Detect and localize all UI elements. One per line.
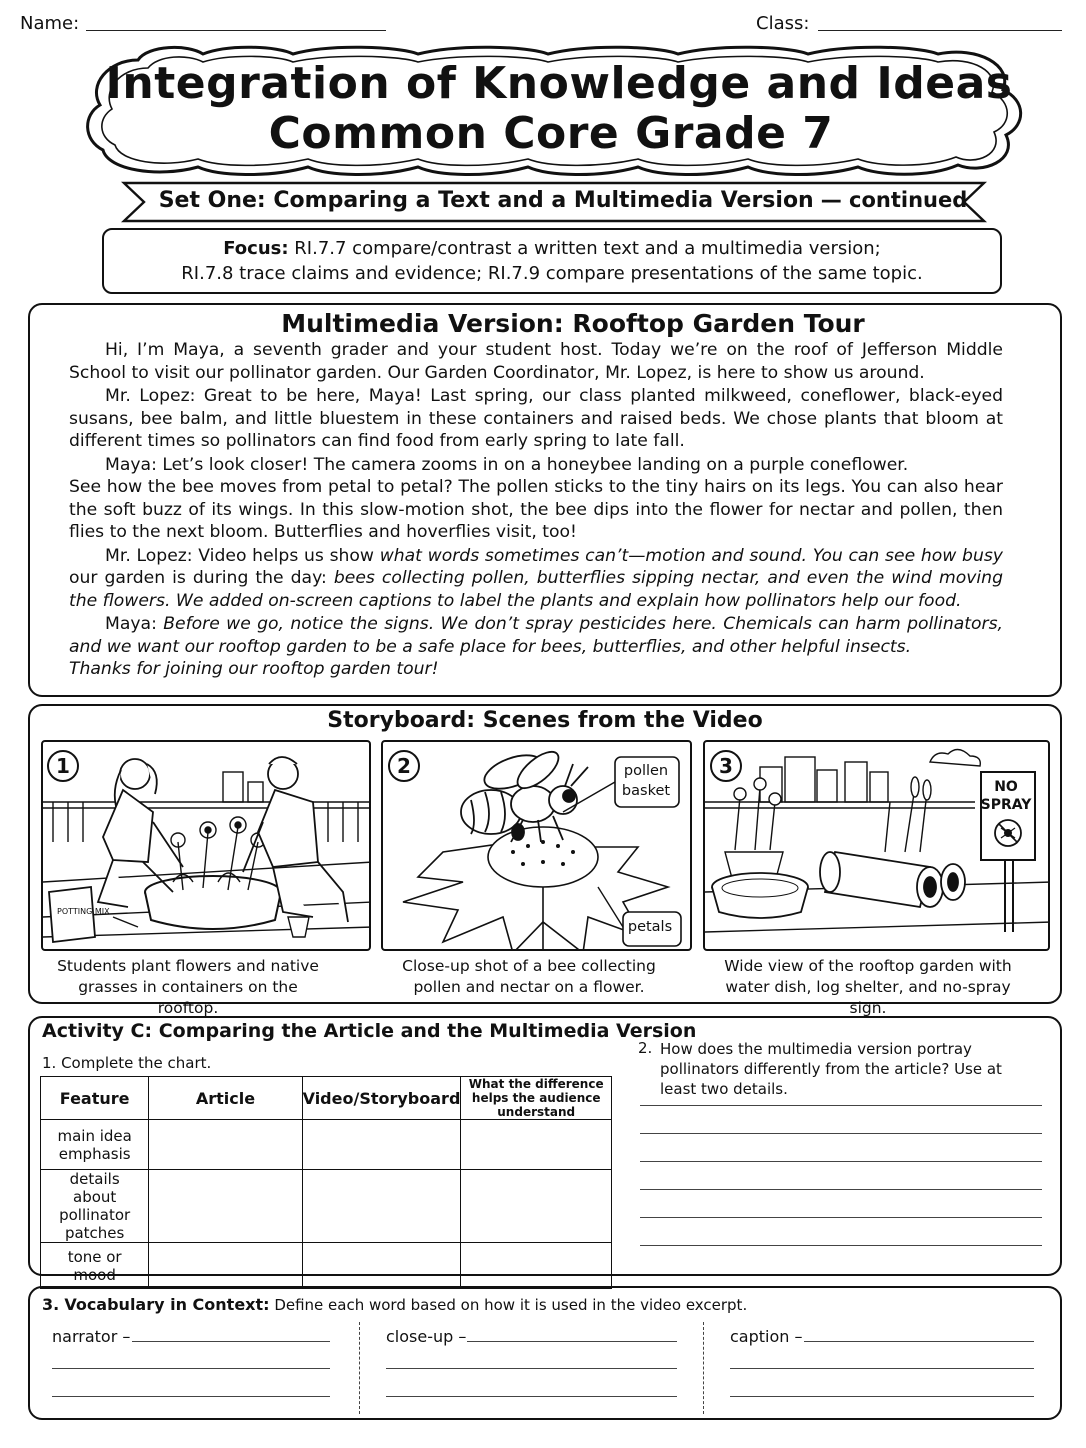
caption-definition-line[interactable]: [804, 1341, 1034, 1342]
close-up-definition-line[interactable]: [386, 1396, 677, 1397]
p5-start: Maya:: [105, 614, 164, 634]
focus-text: [102, 236, 1002, 286]
p4-mid: our garden is during the day:: [69, 568, 334, 588]
p5-italic: Before we go, notice the signs. We don’t spray pesticides here. Chemicals can harm pollinators, and we want our rooftop garden to be a safe place for bees, butterflies, and other helpful insects.: [69, 614, 1003, 657]
multimedia-heading: Multimedia Version: Rooftop Garden Tour: [281, 309, 865, 338]
title-line-2: Common Core Grade 7: [268, 108, 834, 159]
vocab-number: 3.: [42, 1295, 60, 1314]
set-banner-text: [118, 188, 1008, 213]
focus-label: Focus:: [223, 238, 289, 259]
answer-cell[interactable]: [302, 1170, 461, 1243]
scene-3-caption: Wide view of the rooftop garden with water dish, log shelter, and no-spray sign.: [724, 957, 1012, 1017]
paragraph-3a: Maya: Let’s look closer! The camera zooms in on a honeybee landing on a purple coneflower.: [105, 454, 909, 475]
paragraph-3b: See how the bee moves from petal to petal? The pollen sticks to the tiny hairs on its legs. You can also hear the soft buzz of its wings. In this slow-motion shot, the bee dips into the flower for nectar and pollen, then flies to the next bloom. Butterflies and hoverflies visit, too!: [69, 477, 1003, 542]
chart-header-row: [41, 1077, 612, 1120]
answer-cell[interactable]: [461, 1170, 612, 1243]
paragraph-2: Mr. Lopez: Great to be here, Maya! Last spring, our class planted milkweed, coneflower, black-eyed susans, bee balm, and little bluestem in these containers and raised beds. We chose plants that bloom at different times so pollinators can find food from early spring to late fall.: [69, 386, 1003, 451]
vocab-word-close-up: close-up –: [386, 1327, 467, 1346]
answer-line[interactable]: [640, 1189, 1042, 1190]
answer-cell[interactable]: [302, 1120, 461, 1170]
caption-definition-line[interactable]: [730, 1396, 1034, 1397]
focus-line-2: RI.7.8 trace claims and evidence; RI.7.9 compare presentations of the same topic.: [181, 263, 923, 284]
narrator-definition-line[interactable]: [52, 1368, 330, 1369]
vocab-divider: [359, 1322, 360, 1414]
name-field[interactable]: [86, 30, 386, 31]
scene-2-number: 2: [388, 750, 420, 782]
p5-last: Thanks for joining our rooftop garden tour!: [69, 659, 439, 679]
vocab-word-caption: caption –: [730, 1327, 803, 1346]
answer-cell[interactable]: [461, 1120, 612, 1170]
narrator-definition-line[interactable]: [132, 1341, 330, 1342]
answer-line[interactable]: [640, 1217, 1042, 1218]
no-spray-sign-text: NO SPRAY: [980, 779, 1032, 813]
paragraph-5-last: [69, 658, 1003, 681]
title-line-1: Integration of Knowledge and Ideas: [105, 58, 1013, 109]
set-banner-suffix: — continued: [820, 188, 968, 212]
storyboard-heading: Storyboard: Scenes from the Video: [327, 708, 763, 733]
class-label: Class:: [756, 13, 810, 34]
p4-italic-2: bees collecting pollen, butterflies sipping nectar, and even the wind moving the flowers. We added on-screen captions to label the plants and explain how pollinators help our food.: [69, 568, 1003, 611]
paragraph-5: [69, 613, 1003, 658]
scene-2-caption: Close-up shot of a bee collecting pollen and nectar on a flower.: [402, 957, 656, 996]
scene-1-illustration: [43, 742, 371, 951]
comparison-chart: [40, 1076, 612, 1289]
question-2: How does the multimedia version portray pollinators differently from the article? Use at least two details.: [660, 1040, 1002, 1098]
col-video: Video/Storyboard: [302, 1077, 461, 1120]
paragraph-4: [69, 545, 1003, 613]
row-label: details about pollinator patches: [41, 1170, 149, 1243]
question-2-number: 2.: [638, 1039, 653, 1057]
answer-line[interactable]: [640, 1245, 1042, 1246]
close-up-definition-line[interactable]: [386, 1368, 677, 1369]
answer-cell[interactable]: [461, 1243, 612, 1289]
close-up-definition-line[interactable]: [467, 1341, 677, 1342]
focus-line-1: RI.7.7 compare/contrast a written text and a multimedia version;: [288, 238, 881, 259]
scene-3-number: 3: [710, 750, 742, 782]
p4-start: Mr. Lopez: Video helps us show: [105, 545, 380, 566]
col-article: Article: [149, 1077, 302, 1120]
multimedia-text: [69, 339, 1003, 682]
answer-cell[interactable]: [149, 1243, 302, 1289]
question-1: 1. Complete the chart.: [42, 1054, 212, 1072]
table-row: [41, 1120, 612, 1170]
row-label: main idea emphasis: [41, 1120, 149, 1170]
class-field[interactable]: [818, 30, 1062, 31]
vocab-instruction: Define each word based on how it is used in the video excerpt.: [269, 1296, 748, 1314]
potting-mix-label: POTTING MIX: [57, 907, 110, 916]
name-label: Name:: [20, 13, 80, 34]
table-row: [41, 1170, 612, 1243]
scene-1-number: 1: [47, 750, 79, 782]
vocab-label: Vocabulary in Context:: [64, 1295, 270, 1314]
caption-definition-line[interactable]: [730, 1368, 1034, 1369]
vocab-heading: [42, 1295, 747, 1314]
vocab-divider: [703, 1322, 704, 1414]
p4-italic: what words sometimes can’t—motion and sound. You can see how busy: [379, 545, 1003, 566]
set-banner-main: Set One: Comparing a Text and a Multimedia Version: [158, 188, 814, 213]
answer-cell[interactable]: [302, 1243, 461, 1289]
paragraph-1: Hi, I’m Maya, a seventh grader and your student host. Today we’re on the roof of Jefferson Middle School to visit our pollinator garden. Our Garden Coordinator, Mr. Lopez, is here to show us around.: [69, 340, 1003, 383]
scene-3-illustration: [705, 742, 1050, 951]
table-row: [41, 1243, 612, 1289]
scene-3-panel: [703, 740, 1050, 951]
answer-cell[interactable]: [149, 1120, 302, 1170]
narrator-definition-line[interactable]: [52, 1396, 330, 1397]
answer-line[interactable]: [640, 1133, 1042, 1134]
col-feature: Feature: [41, 1077, 149, 1120]
scene-1-panel: [41, 740, 371, 951]
row-label: tone or mood: [41, 1243, 149, 1289]
answer-line[interactable]: [640, 1105, 1042, 1106]
activity-heading: Activity C: Comparing the Article and the Multimedia Version: [42, 1020, 697, 1042]
scene-1-caption: Students plant flowers and native grasses in containers on the rooftop.: [57, 957, 319, 1017]
vocab-word-narrator: narrator –: [52, 1327, 131, 1346]
answer-cell[interactable]: [149, 1170, 302, 1243]
petals-callout: petals: [627, 919, 673, 935]
col-difference: What the difference helps the audience understand: [461, 1077, 612, 1120]
pollen-basket-callout: pollen basket: [621, 763, 671, 799]
answer-line[interactable]: [640, 1161, 1042, 1162]
